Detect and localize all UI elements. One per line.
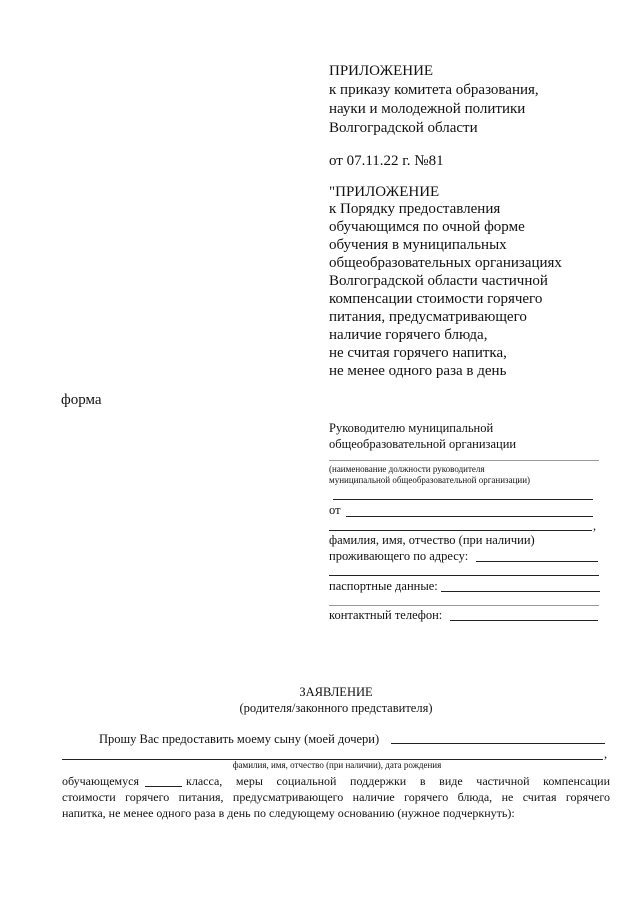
position-hint-1: (наименование должности руководителя <box>329 464 485 474</box>
passport-label: паспортные данные: <box>329 579 438 593</box>
addressee-line-2: общеобразовательной организации <box>329 437 517 451</box>
fio-field-line[interactable] <box>329 530 592 531</box>
position-field-line[interactable] <box>329 460 599 461</box>
statement-title: ЗАЯВЛЕНИЕ <box>299 685 373 699</box>
body-line-1-start: обучающемуся <box>62 774 139 788</box>
child-hint: фамилия, имя, отчество (при наличии), дата рождения <box>232 760 442 770</box>
address-label: проживающего по адресу: <box>329 549 469 563</box>
from-label: от <box>329 503 341 517</box>
appendix-date-line: от 07.11.22 г. №81 <box>329 153 444 169</box>
body-line-1-rest: класса, меры социальной поддержки в виде частичной компенсации <box>186 774 610 788</box>
appendix-ref-line: не считая горячего напитка, <box>329 345 507 361</box>
child-field-line-1[interactable] <box>391 743 605 744</box>
passport-field-line-2[interactable] <box>329 605 599 606</box>
address-field-line-1[interactable] <box>476 561 598 562</box>
appendix-ref-line: к Порядку предоставления <box>329 201 501 217</box>
from-field-line[interactable] <box>346 516 593 517</box>
appendix-ref-line: не менее одного раза в день <box>329 363 507 379</box>
statement-subtitle: (родителя/законного представителя) <box>239 701 433 715</box>
fio-comma: , <box>593 519 597 533</box>
body-line-3: напитка, не менее одного раза в день по следующему основанию (нужное подчеркнуть): <box>62 806 515 820</box>
request-line: Прошу Вас предоставить моему сыну (моей дочери) <box>99 732 380 746</box>
appendix-order-line-2: науки и молодежной политики <box>329 101 526 117</box>
phone-field-line[interactable] <box>450 620 598 621</box>
appendix-order-line-1: к приказу комитета образования, <box>329 82 539 98</box>
class-field-line[interactable] <box>145 786 182 787</box>
appendix-ref-line: наличие горячего блюда, <box>329 327 488 343</box>
appendix-ref-line: обучающимся по очной форме <box>329 219 525 235</box>
appendix-title: ПРИЛОЖЕНИЕ <box>329 63 434 79</box>
passport-field-line-1[interactable] <box>441 591 600 592</box>
position-hint-2: муниципальной общеобразовательной организации) <box>329 475 531 485</box>
fio-hint: фамилия, имя, отчество (при наличии) <box>329 533 535 547</box>
appendix-ref-line: общеобразовательных организациях <box>329 255 562 271</box>
appendix-ref-line: обучения в муниципальных <box>329 237 507 253</box>
body-line-2: стоимости горячего питания, предусматривающего наличие горячего блюда, не считая горячего <box>62 790 610 804</box>
appendix-ref-line: Волгоградской области частичной <box>329 273 548 289</box>
phone-label: контактный телефон: <box>329 608 443 622</box>
child-comma: , <box>604 747 608 761</box>
appendix-order-line-3: Волгоградской области <box>329 120 478 136</box>
addressee-line-1: Руководителю муниципальной <box>329 421 494 435</box>
appendix-ref-line: питания, предусматривающего <box>329 309 527 325</box>
organization-field-line[interactable] <box>333 499 593 500</box>
appendix-ref-line: компенсации стоимости горячего <box>329 291 543 307</box>
address-field-line-2[interactable] <box>329 575 599 576</box>
appendix-ref-title: "ПРИЛОЖЕНИЕ <box>329 184 440 200</box>
form-label: форма <box>61 392 102 408</box>
